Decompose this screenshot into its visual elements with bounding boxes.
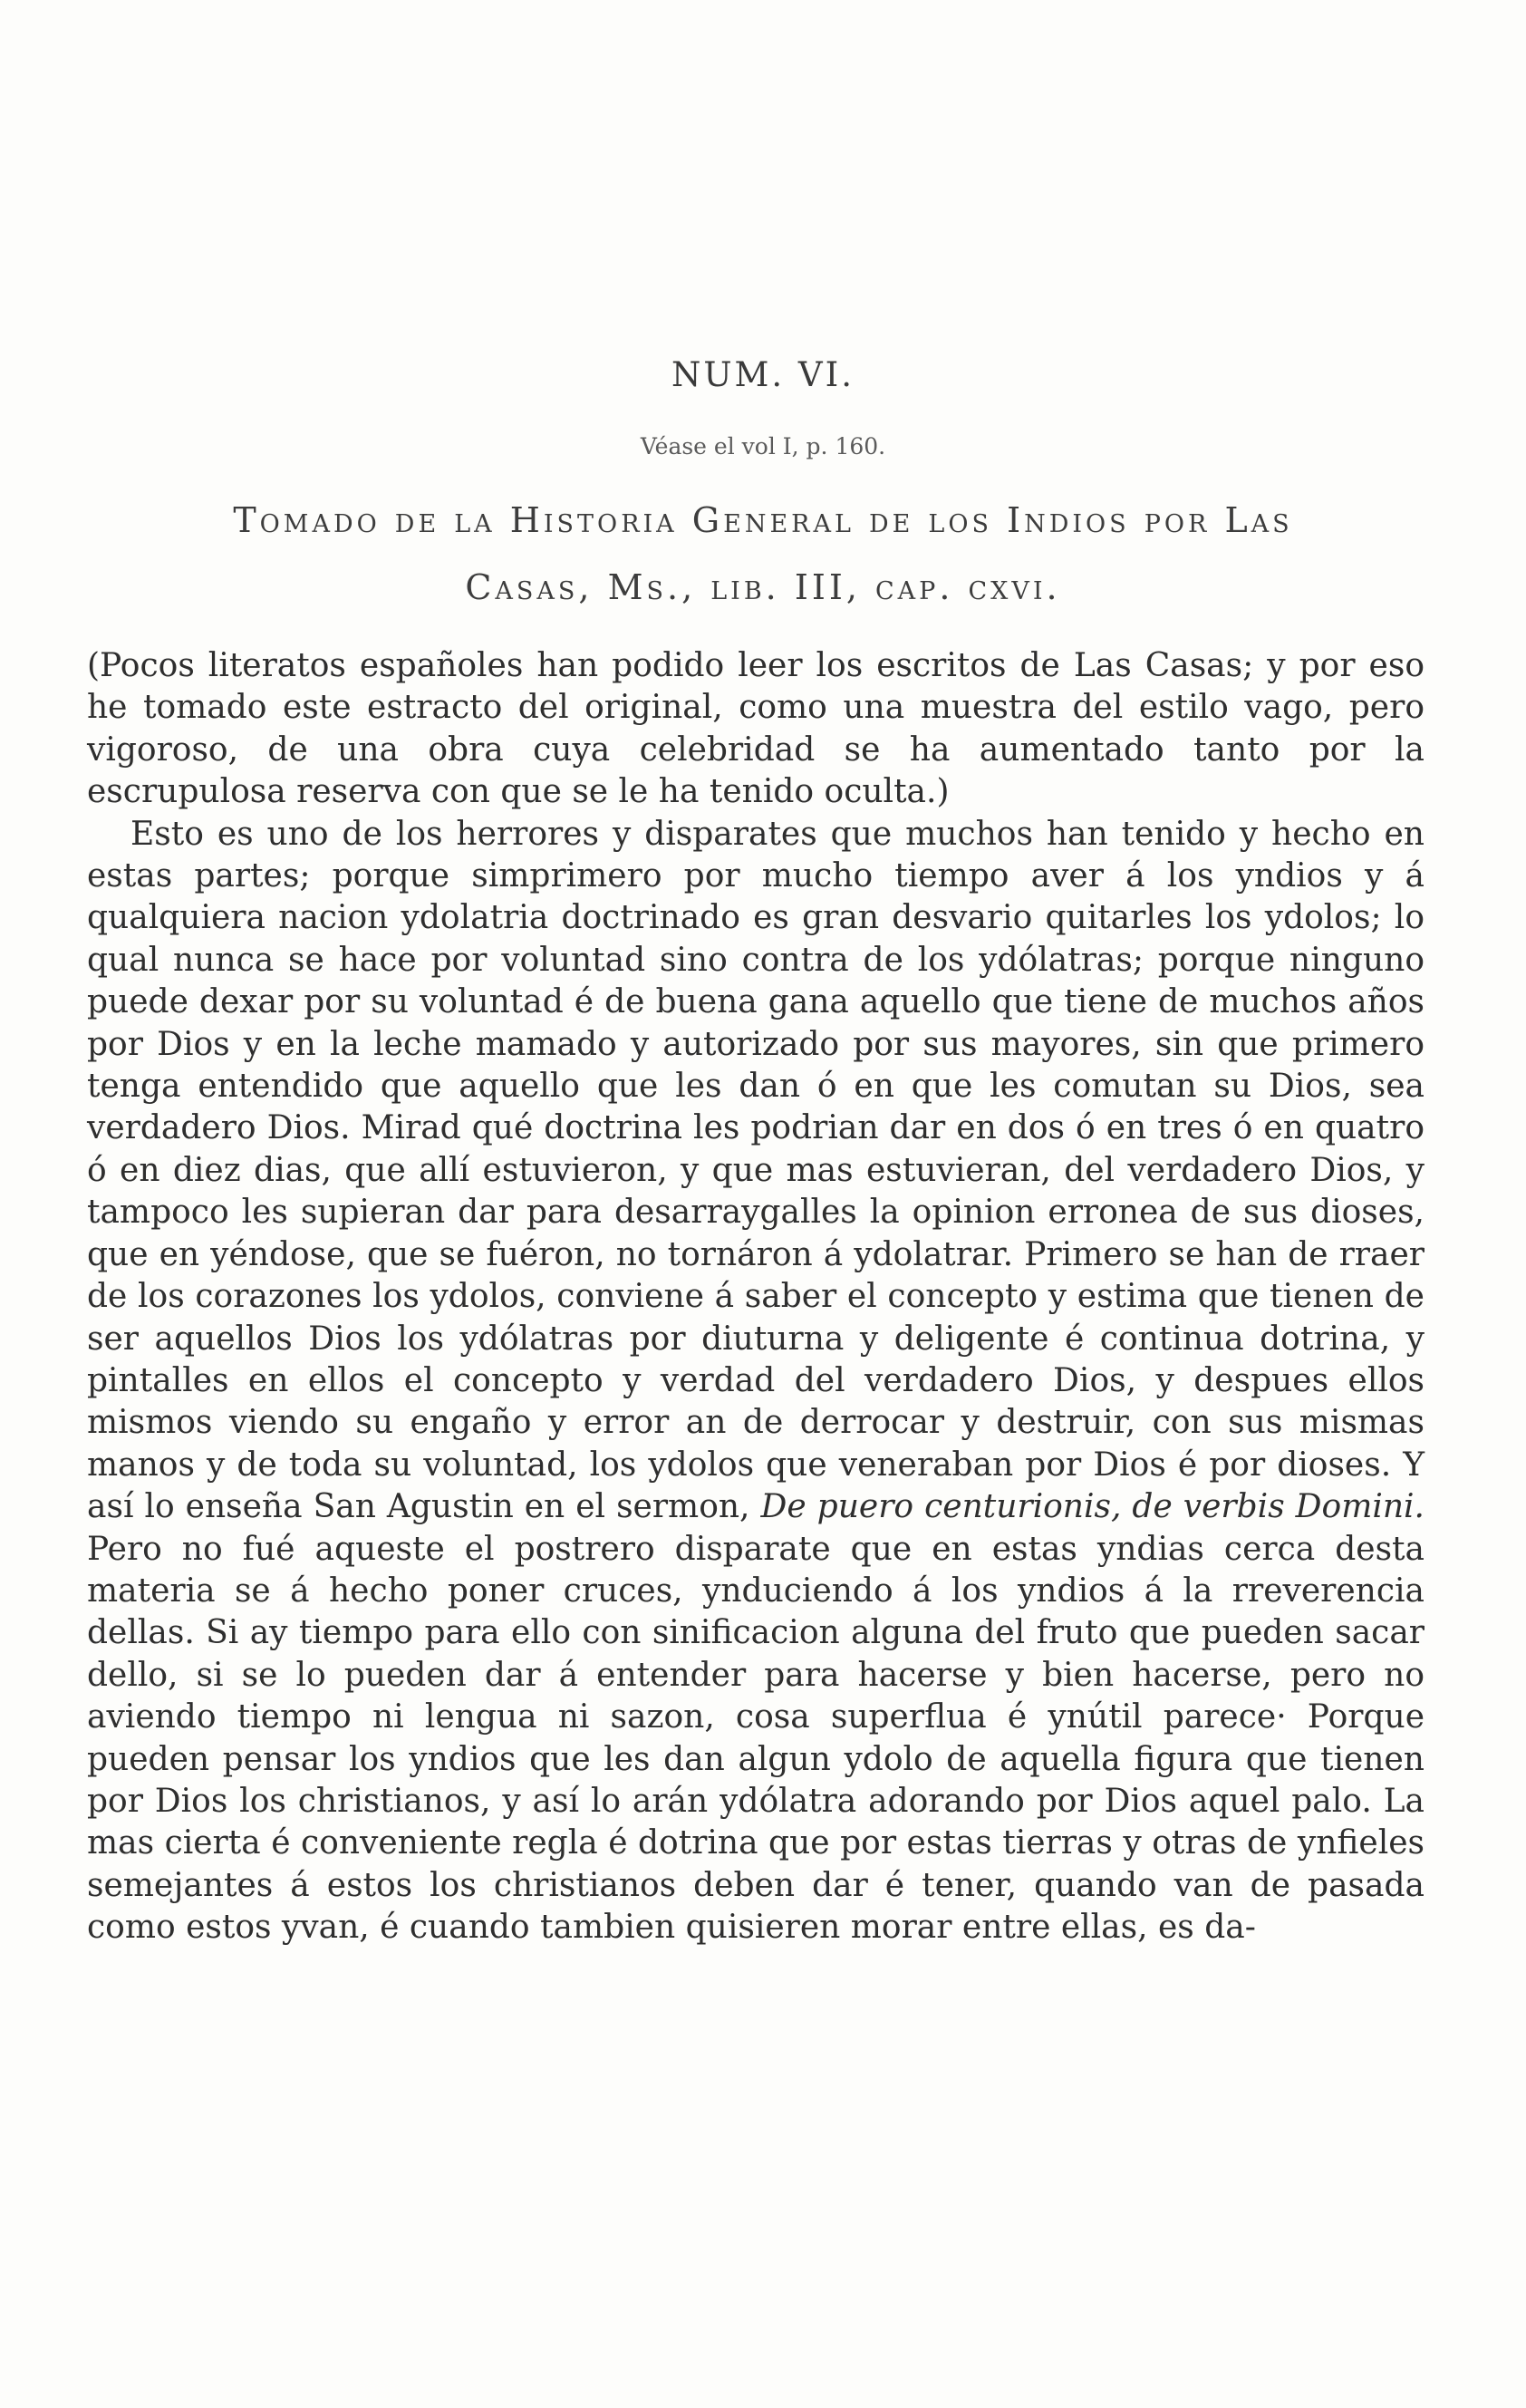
main-text-part-1: Esto es uno de los herrores y disparates que muchos han tenido y hecho en estas partes; porque simprimero por mucho tiempo aver á los yndios y á qualquiera nacion ydolatria doctrinado es gran desvario quitarles los ydolos; lo qual nunca se hace por voluntad sino contra de los ydólatras; porque ninguno puede dexar por su voluntad é de buena gana aquello que tiene de muchos años por Dios y en la leche mamado y autorizado por sus mayores, sin que primero tenga entendido que aquello que les dan ó en que les comutan su Dios, sea verdadero Dios. Mirad qué doctrina les podrian dar en dos ó en tres ó en quatro ó en diez dias, que allí estuvieron, y que mas estuvieran, del verdadero Dios, y tampoco les supieran dar para desarraygalles la opinion erronea de sus dioses, que en yéndose, que se fuéron, no tornáron á ydolatrar. Primero se han de rraer de los corazones los ydolos, conviene á saber el concepto y estima que tienen de ser aquellos Dios los ydólatras por diuturna y deligente é continua dotrina, y pintalles en ellos el concepto y verdad del verdadero Dios, y despues ellos mismos viendo su engaño y error an de derrocar y destruir, con sus mismas manos y de toda su voluntad, los ydolos que veneraban por Dios é por dioses. Y así lo enseña San Agustin en el sermon,	[87, 815, 1425, 1526]
source-title-line-2: Casas, Ms., lib. III, cap. cxvi.	[465, 567, 1061, 607]
section-number: NUM. VI.	[671, 355, 855, 394]
sermon-citation: De puero centurionis, de verbis Domini.	[760, 1488, 1425, 1526]
main-text-part-2: Pero no fué aqueste el postrero disparate que en estas yndias cerca desta materia se á hecho poner cruces, ynduciendo á los yndios á la rreverencia dellas. Si ay tiempo para ello con sinificacion alguna del fruto que pueden sacar dello, si se lo pueden dar á entender para hacerse y bien hacerse, pero no aviendo tiempo ni lengua ni sazon, cosa superflua é ynútil parece· Porque pueden pensar los yndios que les dan algun ydolo de aquella figura que tienen por Dios los christianos, y así lo arán ydólatra adorando por Dios aquel palo. La mas cierta é conveniente regla é dotrina que por estas tierras y otras de ynfieles semejantes á estos los christianos deben dar é tener, quando van de pasada como estos yvan, é cuando tambien quisieren morar entre ellas, es da-	[87, 1530, 1425, 1947]
main-paragraph	[87, 814, 1425, 1949]
volume-reference: Véase el vol I, p. 160.	[640, 433, 886, 459]
source-title-line-1: Tomado de la Historia General de los Indios por Las	[233, 500, 1293, 540]
intro-paragraph: (Pocos literatos españoles han podido leer los escritos de Las Casas; y por eso he tomado este estracto del original, como una muestra del estilo vago, pero vigoroso, de una obra cuya celebridad se ha aumentado tanto por la escrupulosa reserva con que se le ha tenido oculta.)	[87, 647, 1425, 811]
body-text	[87, 645, 1425, 1949]
